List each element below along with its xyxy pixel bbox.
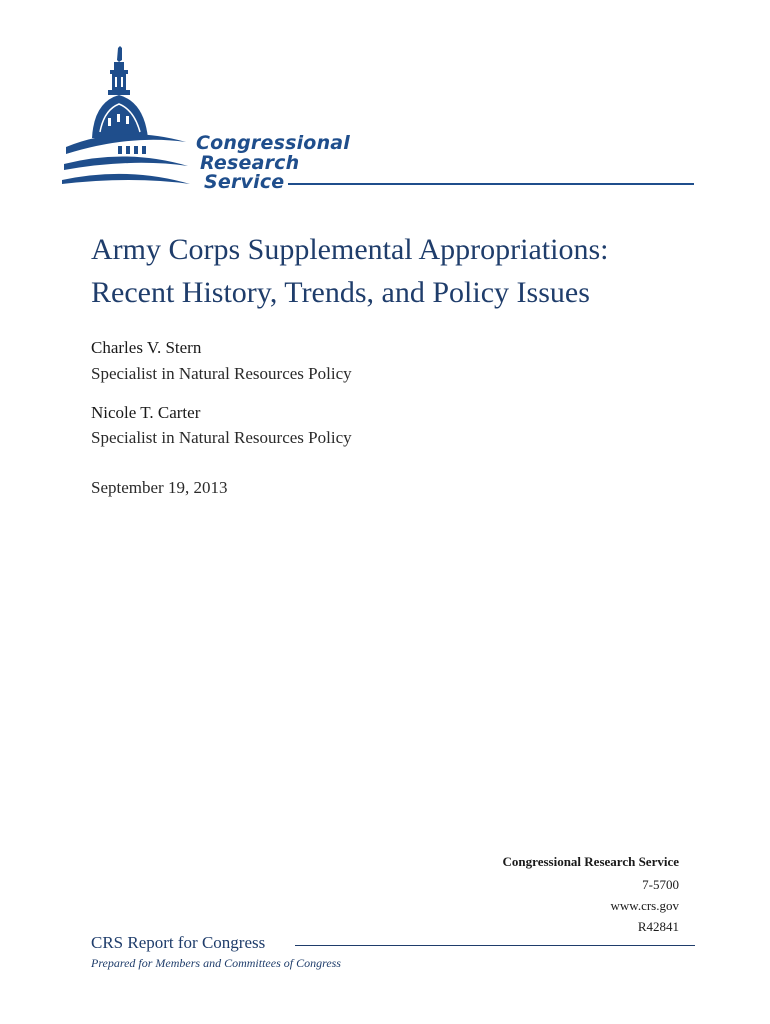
publication-date: September 19, 2013	[91, 478, 228, 497]
crs-report-number: R42841	[637, 919, 679, 934]
logo-rule	[288, 183, 694, 185]
logo-text-service: Service	[204, 171, 285, 193]
author-name: Nicole T. Carter	[91, 403, 201, 422]
report-title	[91, 228, 711, 314]
crs-report-label: CRS Report for Congress	[91, 933, 266, 952]
logo-text-congressional: Congressional	[196, 132, 351, 154]
footer-rule	[295, 945, 695, 946]
author-role: Specialist in Natural Resources Policy	[91, 428, 352, 447]
crs-org-name: Congressional Research Service	[502, 854, 679, 869]
crs-report-subtitle: Prepared for Members and Committees of Congress	[91, 956, 341, 970]
crs-website-link[interactable]: www.crs.gov	[610, 898, 679, 913]
author-role: Specialist in Natural Resources Policy	[91, 364, 352, 383]
crs-phone: 7-5700	[642, 877, 679, 892]
title-line-2: Recent History, Trends, and Policy Issues	[91, 276, 590, 309]
capitol-dome-icon	[62, 42, 202, 192]
crs-info-block	[503, 851, 679, 937]
author-name: Charles V. Stern	[91, 338, 202, 357]
title-line-1: Army Corps Supplemental Appropriations:	[91, 233, 609, 266]
logo-text-research: Research	[200, 152, 300, 174]
